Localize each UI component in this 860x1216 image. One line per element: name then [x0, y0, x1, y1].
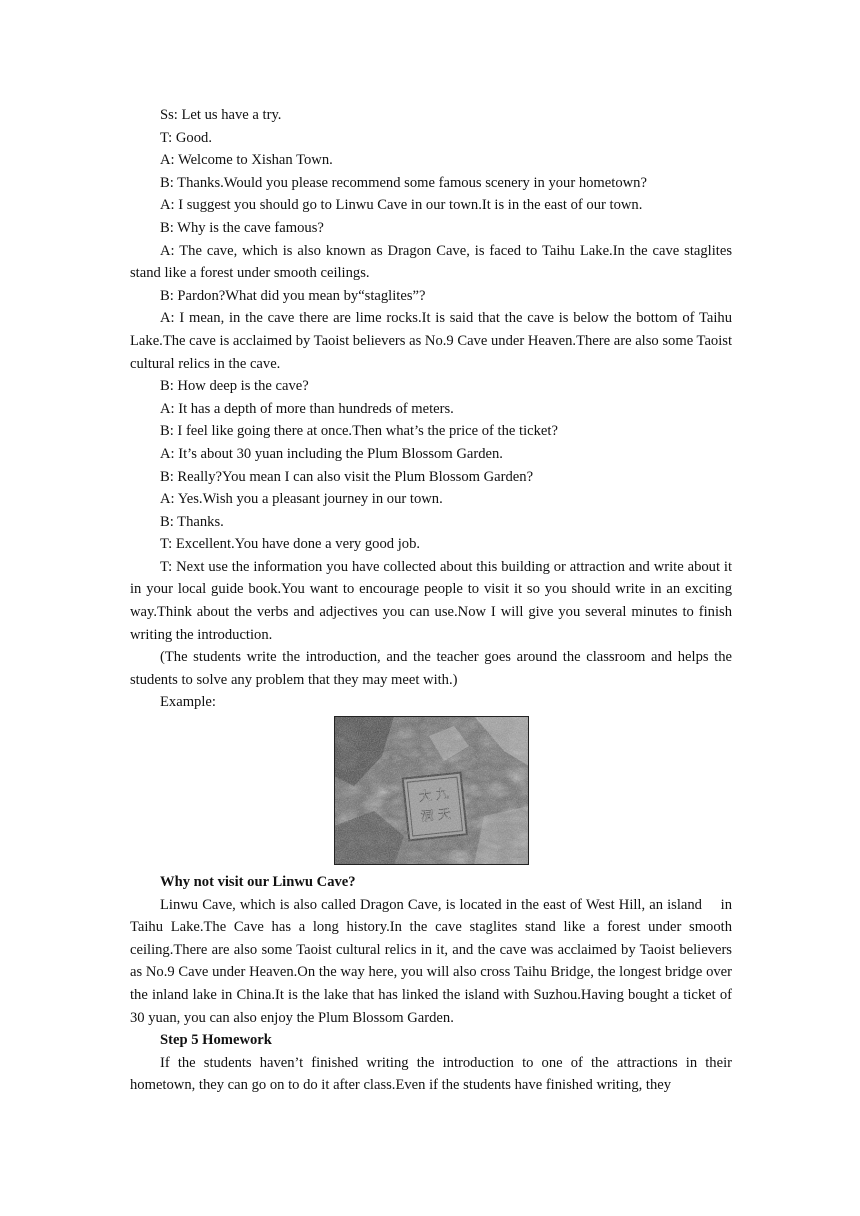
activity-note: (The students write the introduction, and the teacher goes around the classroom and helps the students to solve any problem that they may meet with.)	[130, 649, 732, 688]
dialogue-line: B: How deep is the cave?	[160, 378, 309, 395]
dialogue-line: A: It’s about 30 yuan including the Plum Blossom Garden.	[160, 445, 503, 462]
example-body: Linwu Cave, which is also called Dragon Cave, is located in the east of West Hill, an island in Taihu Lake.The Cave has a long history.In the cave staglites stand like a forest under smooth ceiling.There are also some Taoist cultural relics in it, and the cave was acclaimed by Taoist believers as No.9 Cave under Heaven.On the way here, you will also cross Taihu Bridge, the longest bridge over the inland lake in China.It is the lake that has linked the island with Suzhou.Having bought a ticket of 30 yuan, you can also enjoy the Plum Blossom Garden.	[130, 896, 732, 1026]
document-page	[130, 104, 732, 1097]
dialogue-line: B: Really?You mean I can also visit the Plum Blossom Garden?	[160, 468, 534, 485]
dialogue-line: Ss: Let us have a try.	[160, 107, 282, 123]
dialogue-line: A: I suggest you should go to Linwu Cave in our town.It is in the east of our town.	[160, 197, 643, 214]
dialogue-line: A: The cave, which is also known as Dragon Cave, is faced to Taihu Lake.In the cave staglites stand like a forest under smooth ceilings.	[130, 242, 732, 282]
dialogue-line: B: Pardon?What did you mean by“staglites”?	[160, 287, 426, 304]
dialogue-line: B: Why is the cave famous?	[160, 219, 324, 236]
step-heading: Step 5 Homework	[160, 1032, 272, 1049]
dialogue-line: B: Thanks.Would you please recommend some famous scenery in your hometown?	[160, 174, 647, 191]
step-body: If the students haven’t finished writing the introduction to one of the attractions in their hometown, they can go on to do it after class.Even if the students have finished writing, they	[130, 1054, 732, 1094]
dialogue-line: T: Excellent.You have done a very good job.	[160, 536, 421, 553]
example-label: Example:	[160, 694, 216, 711]
example-title: Why not visit our Linwu Cave?	[160, 874, 356, 891]
dialogue-line: A: Yes.Wish you a pleasant journey in our town.	[160, 491, 443, 508]
figure	[130, 716, 732, 865]
dialogue-line: A: Welcome to Xishan Town.	[160, 152, 333, 169]
dialogue-line: T: Good.	[160, 129, 212, 146]
dialogue-line: B: Thanks.	[160, 513, 224, 530]
instruction-paragraph: T: Next use the information you have collected about this building or attraction and write about it in your local guide book.You want to encourage people to visit it so you should write in an exciting way.Think about the verbs and adjectives you can use.Now I will give you several minutes to finish writing the introduction.	[130, 558, 732, 643]
dialogue-line: B: I feel like going there at once.Then what’s the price of the ticket?	[160, 423, 558, 440]
dialogue-line: A: I mean, in the cave there are lime rocks.It is said that the cave is below the bottom of Taihu Lake.The cave is acclaimed by Taoist believers as No.9 Cave under Heaven.There are also some Taoist cultural relics in the cave.	[130, 310, 733, 372]
dialogue-line: A: It has a depth of more than hundreds of meters.	[160, 400, 454, 417]
cave-stone-inscription-photo	[334, 716, 529, 865]
